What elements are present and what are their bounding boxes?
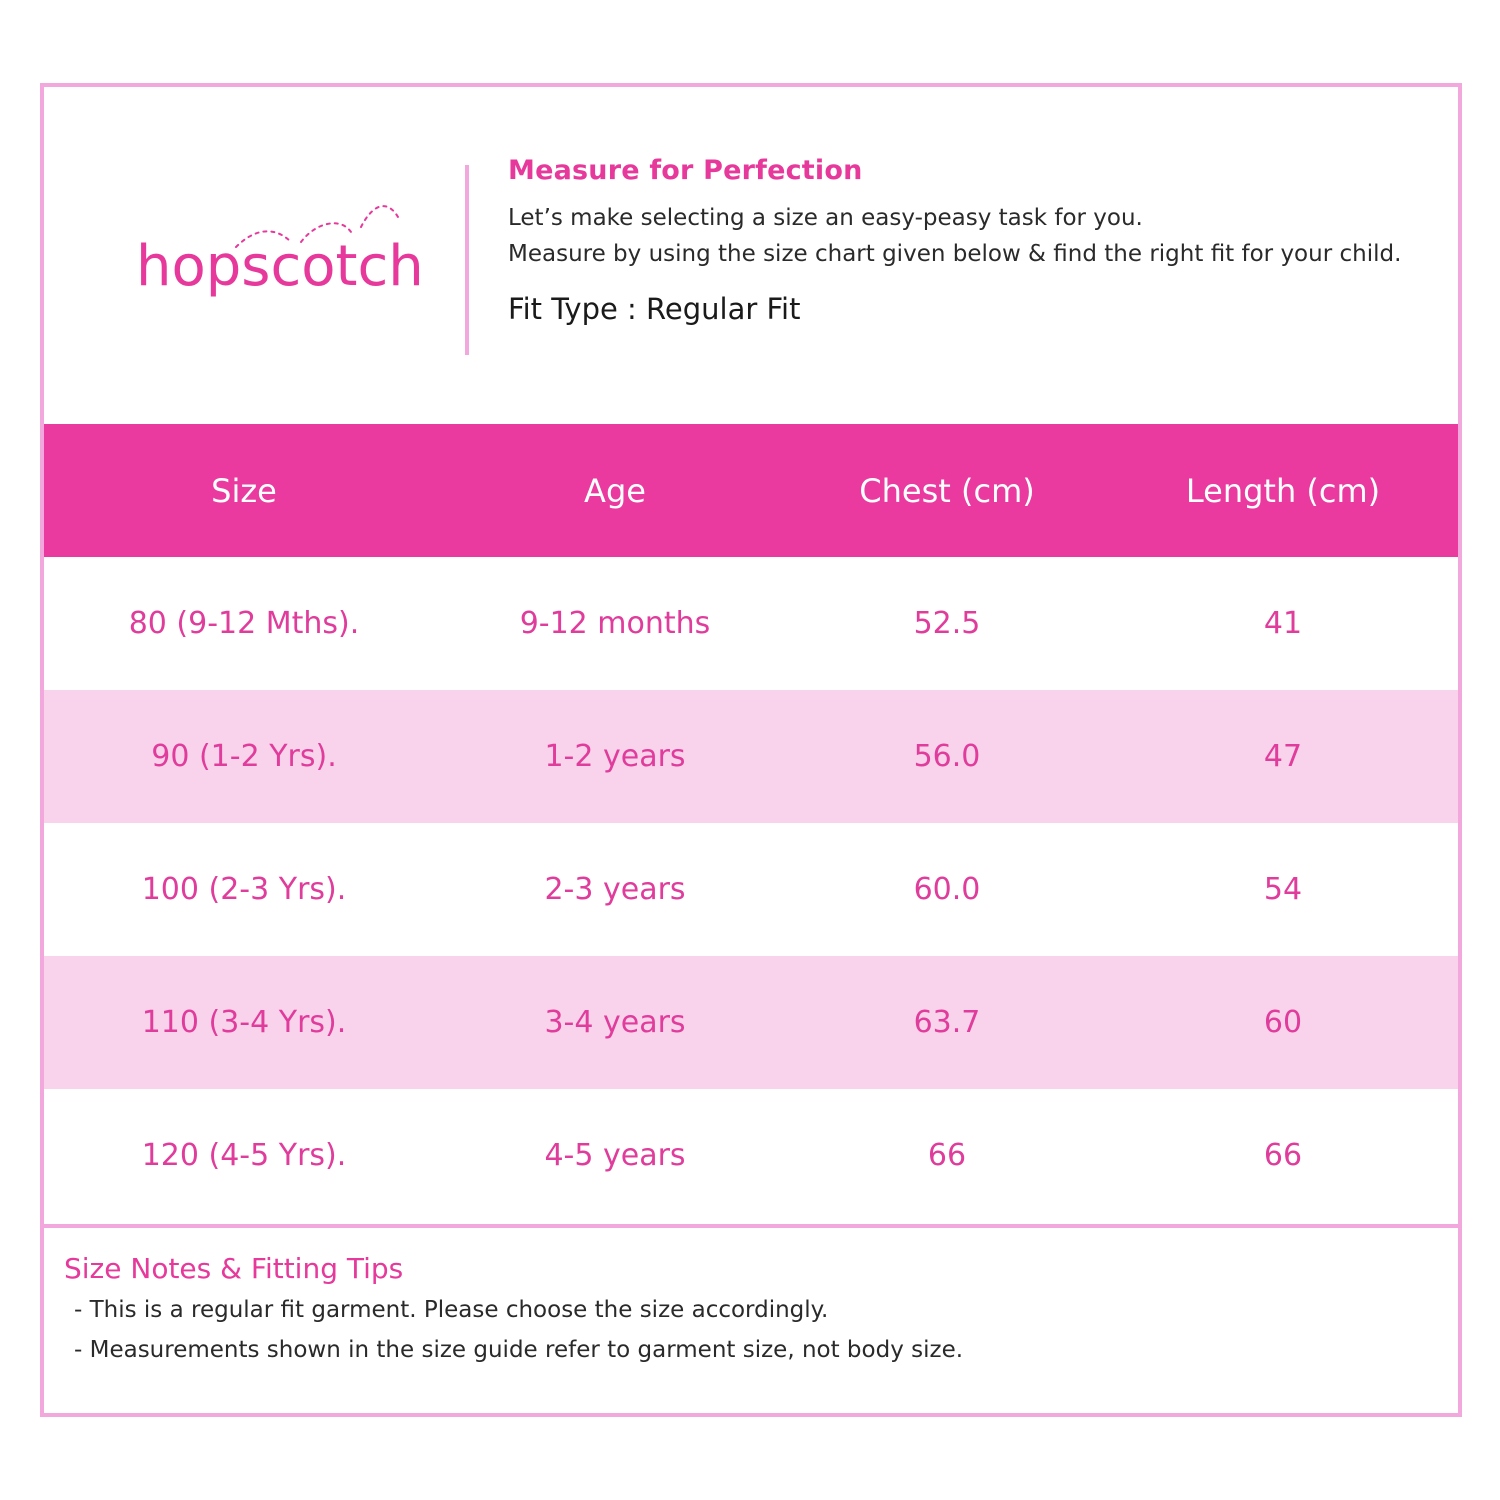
table-row [44, 1089, 1458, 1222]
header-age: Age [584, 471, 646, 510]
size-table [44, 424, 1458, 1222]
cell-size: 120 (4-5 Yrs). [141, 1138, 347, 1173]
intro-line-2: Measure by using the size chart given below & find the right fit for your child. [508, 241, 1402, 267]
logo-wordmark: hopscotch [136, 234, 424, 299]
cell-chest: 56.0 [913, 739, 981, 774]
cell-age: 3-4 years [544, 1005, 686, 1040]
intro-title: Measure for Perfection [508, 155, 863, 186]
cell-chest: 63.7 [913, 1005, 981, 1040]
table-bottom-divider [44, 1224, 1458, 1228]
table-row [44, 956, 1458, 1089]
cell-length: 60 [1263, 1005, 1303, 1040]
notes-title: Size Notes & Fitting Tips [64, 1252, 404, 1285]
cell-size: 90 (1-2 Yrs). [151, 739, 337, 774]
table-header-row [44, 424, 1458, 557]
header-size: Size [211, 471, 277, 510]
cell-age: 2-3 years [544, 872, 686, 907]
note-item: - Measurements shown in the size guide refer to garment size, not body size. [74, 1337, 964, 1363]
notes-section [64, 1252, 1424, 1377]
intro-section [508, 155, 1408, 355]
cell-length: 41 [1263, 606, 1303, 641]
cell-chest: 52.5 [913, 606, 981, 641]
cell-chest: 60.0 [913, 872, 981, 907]
cell-size: 100 (2-3 Yrs). [141, 872, 347, 907]
cell-age: 4-5 years [544, 1138, 686, 1173]
header-divider [465, 165, 469, 355]
header-length: Length (cm) [1185, 471, 1381, 510]
fit-type: Fit Type : Regular Fit [508, 292, 801, 326]
cell-size: 80 (9-12 Mths). [128, 606, 360, 641]
cell-chest: 66 [927, 1138, 967, 1173]
note-item: - This is a regular fit garment. Please choose the size accordingly. [74, 1297, 829, 1323]
cell-size: 110 (3-4 Yrs). [141, 1005, 347, 1040]
cell-age: 9-12 months [519, 606, 711, 641]
table-row [44, 557, 1458, 690]
hopscotch-logo [136, 187, 426, 317]
cell-age: 1-2 years [544, 739, 686, 774]
cell-length: 66 [1263, 1138, 1303, 1173]
cell-length: 54 [1263, 872, 1303, 907]
header-chest: Chest (cm) [859, 471, 1035, 510]
size-chart-card [40, 83, 1462, 1417]
intro-line-1: Let’s make selecting a size an easy-peasy task for you. [508, 205, 1143, 231]
table-row [44, 823, 1458, 956]
table-row [44, 690, 1458, 823]
cell-length: 47 [1263, 739, 1303, 774]
